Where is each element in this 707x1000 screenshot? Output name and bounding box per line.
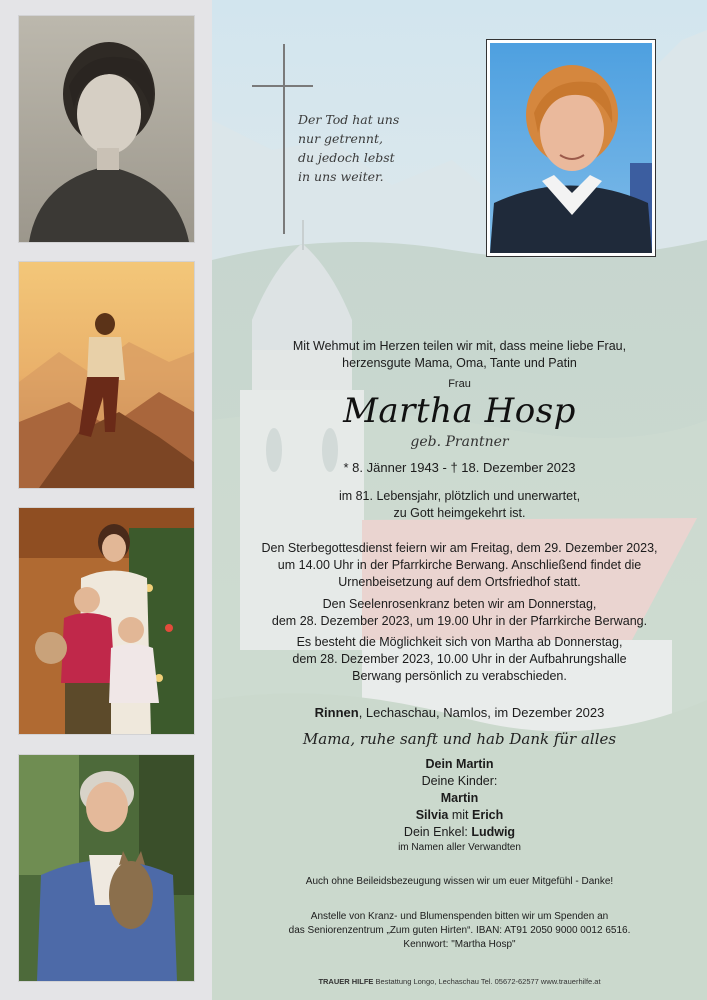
intro-line: Mit Wehmut im Herzen teilen wir mit, dass meine liebe Frau, xyxy=(292,339,627,353)
intro-text xyxy=(212,338,707,372)
donation-line: Kennwort: "Martha Hosp" xyxy=(403,939,516,950)
funeral-line: Urnenbeisetzung auf dem Ortsfriedhof statt. xyxy=(338,575,581,589)
footer xyxy=(212,973,707,990)
mourner-grandchild: Ludwig xyxy=(471,825,516,839)
photo-young-portrait xyxy=(19,16,194,242)
donation-line: das Seniorenzentrum „Zum guten Hirten“. IBAN: AT91 2050 9000 0012 6516. xyxy=(288,925,631,936)
cross-icon xyxy=(283,44,285,234)
place-rest: , Lechaschau, Namlos, im Dezember 2023 xyxy=(358,705,605,720)
age-text xyxy=(212,488,707,522)
intro-line: herzensgute Mama, Oma, Tante und Patin xyxy=(342,356,577,370)
place-bold: Rinnen xyxy=(314,705,359,720)
poem-line: nur getrennt, xyxy=(298,131,383,146)
mourner-child: Martin xyxy=(440,791,479,805)
viewing-line: Es besteht die Möglichkeit sich von Martha ab Donnerstag, xyxy=(296,635,623,649)
rosary-line: Den Seelenrosenkranz beten wir am Donnerstag, xyxy=(322,597,597,611)
life-dates: * 8. Jänner 1943 - † 18. Dezember 2023 xyxy=(343,460,576,475)
title-prefix: Frau xyxy=(448,378,471,390)
footer-contact: Bestattung Longo, Lechaschau Tel. 05672-62577 www.trauerhilfe.at xyxy=(373,977,601,986)
donation-line: Anstelle von Kranz- und Blumenspenden bitten wir um Spenden an xyxy=(310,911,609,922)
mourner-grandchild-label: Dein Enkel: xyxy=(403,825,472,839)
birth-name: geb. Prantner xyxy=(410,434,509,450)
funeral-line: Den Sterbegottesdienst feiern wir am Freitag, dem 29. Dezember 2023, xyxy=(261,541,658,555)
mourner-partner: Erich xyxy=(472,808,504,822)
mourners xyxy=(212,756,707,841)
footer-brand: TRAUER HILFE xyxy=(318,977,374,986)
deceased-name: Martha Hosp xyxy=(343,391,576,431)
donation-text xyxy=(212,910,707,952)
rosary-line: dem 28. Dezember 2023, um 19.00 Uhr in der Pfarrkirche Berwang. xyxy=(271,614,648,628)
photo-mountain-summit xyxy=(19,262,194,488)
mourner-child: Silvia xyxy=(415,808,449,822)
age-line: zu Gott heimgekehrt ist. xyxy=(393,506,526,520)
viewing-line: Berwang persönlich zu verabschieden. xyxy=(352,669,567,683)
mourner-husband: Dein Martin xyxy=(425,757,494,771)
poem-line: Der Tod hat uns xyxy=(298,112,400,127)
obituary-content xyxy=(212,0,707,1000)
poem-line: in uns weiter. xyxy=(298,169,384,184)
mourner-connector: mit xyxy=(448,808,472,822)
poem xyxy=(298,110,399,186)
viewing-line: dem 28. Dezember 2023, 10.00 Uhr in der Aufbahrungshalle xyxy=(292,652,627,666)
funeral-text xyxy=(212,540,707,591)
photo-family-christmas xyxy=(19,508,194,734)
age-line: im 81. Lebensjahr, plötzlich und unerwartet, xyxy=(338,489,581,503)
cross-icon-bar xyxy=(252,85,313,87)
viewing-text xyxy=(212,634,707,685)
place-date xyxy=(212,704,707,721)
poem-line: du jedoch lebst xyxy=(298,150,395,165)
mourner-children-label: Deine Kinder: xyxy=(421,774,498,788)
relatives-line: im Namen aller Verwandten xyxy=(398,842,521,853)
portrait-photo xyxy=(487,40,655,256)
farewell-line: Mama, ruhe sanft und hab Dank für alles xyxy=(302,730,617,748)
photo-with-cat xyxy=(19,755,194,981)
rosary-text xyxy=(212,596,707,630)
funeral-line: um 14.00 Uhr in der Pfarrkirche Berwang. Anschließend findet die xyxy=(277,558,642,572)
thanks-line: Auch ohne Beileidsbezeugung wissen wir um euer Mitgefühl - Danke! xyxy=(305,876,614,887)
photo-sidebar xyxy=(0,0,212,1000)
